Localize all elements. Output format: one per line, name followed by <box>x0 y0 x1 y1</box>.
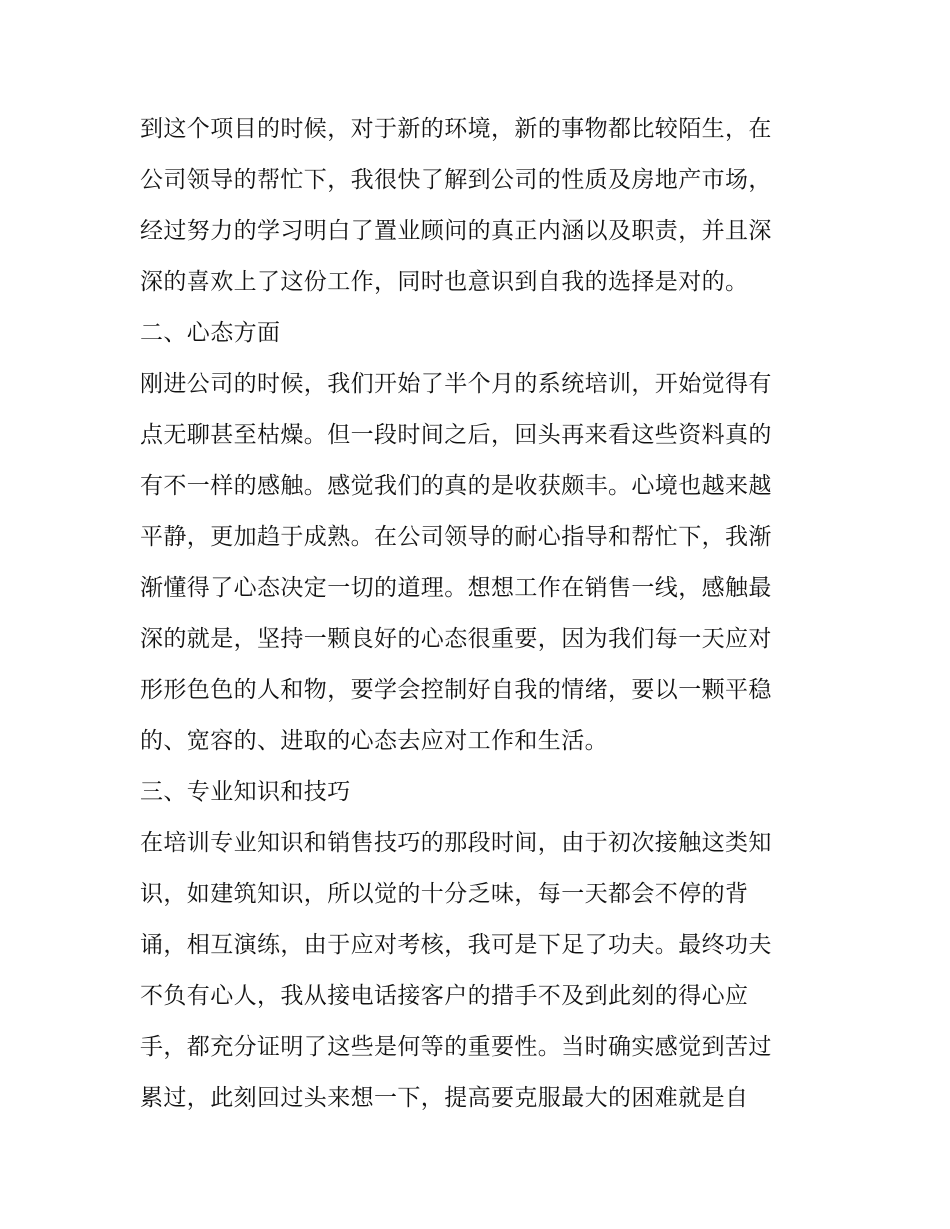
section-heading: 三、专业知识和技巧 <box>140 779 351 805</box>
text-line: 形形色色的人和物，要学会控制好自我的情绪，要以一颗平稳 <box>140 677 772 703</box>
text-line: 刚进公司的时候，我们开始了半个月的系统培训，开始觉得有 <box>140 371 772 397</box>
text-line: 点无聊甚至枯燥。但一段时间之后，回头再来看这些资料真的 <box>140 422 772 448</box>
text-line: 在培训专业知识和销售技巧的那段时间，由于初次接触这类知 <box>140 830 772 856</box>
text-line: 有不一样的感触。感觉我们的真的是收获颇丰。心境也越来越 <box>140 473 772 499</box>
text-line: 渐懂得了心态决定一切的道理。想想工作在销售一线，感触最 <box>140 575 772 601</box>
text-line: 识，如建筑知识，所以觉的十分乏味，每一天都会不停的背 <box>140 881 749 907</box>
text-line: 累过，此刻回过头来想一下，提高要克服最大的困难就是自 <box>140 1085 749 1111</box>
text-line: 到这个项目的时候，对于新的环境，新的事物都比较陌生，在 <box>140 116 772 142</box>
text-line: 的、宽容的、进取的心态去应对工作和生活。 <box>140 728 608 754</box>
text-line: 深的喜欢上了这份工作，同时也意识到自我的选择是对的。 <box>140 269 749 295</box>
text-line: 深的就是，坚持一颗良好的心态很重要，因为我们每一天应对 <box>140 626 772 652</box>
text-line: 公司领导的帮忙下，我很快了解到公司的性质及房地产市场， <box>140 167 772 193</box>
text-line: 手，都充分证明了这些是何等的重要性。当时确实感觉到苦过 <box>140 1034 772 1060</box>
section-heading: 二、心态方面 <box>140 320 281 346</box>
text-line: 平静，更加趋于成熟。在公司领导的耐心指导和帮忙下，我渐 <box>140 524 772 550</box>
body-text <box>140 104 820 1124</box>
text-line: 诵，相互演练，由于应对考核，我可是下足了功夫。最终功夫 <box>140 932 772 958</box>
text-line: 经过努力的学习明白了置业顾问的真正内涵以及职责，并且深 <box>140 218 772 244</box>
text-line: 不负有心人，我从接电话接客户的措手不及到此刻的得心应 <box>140 983 749 1009</box>
